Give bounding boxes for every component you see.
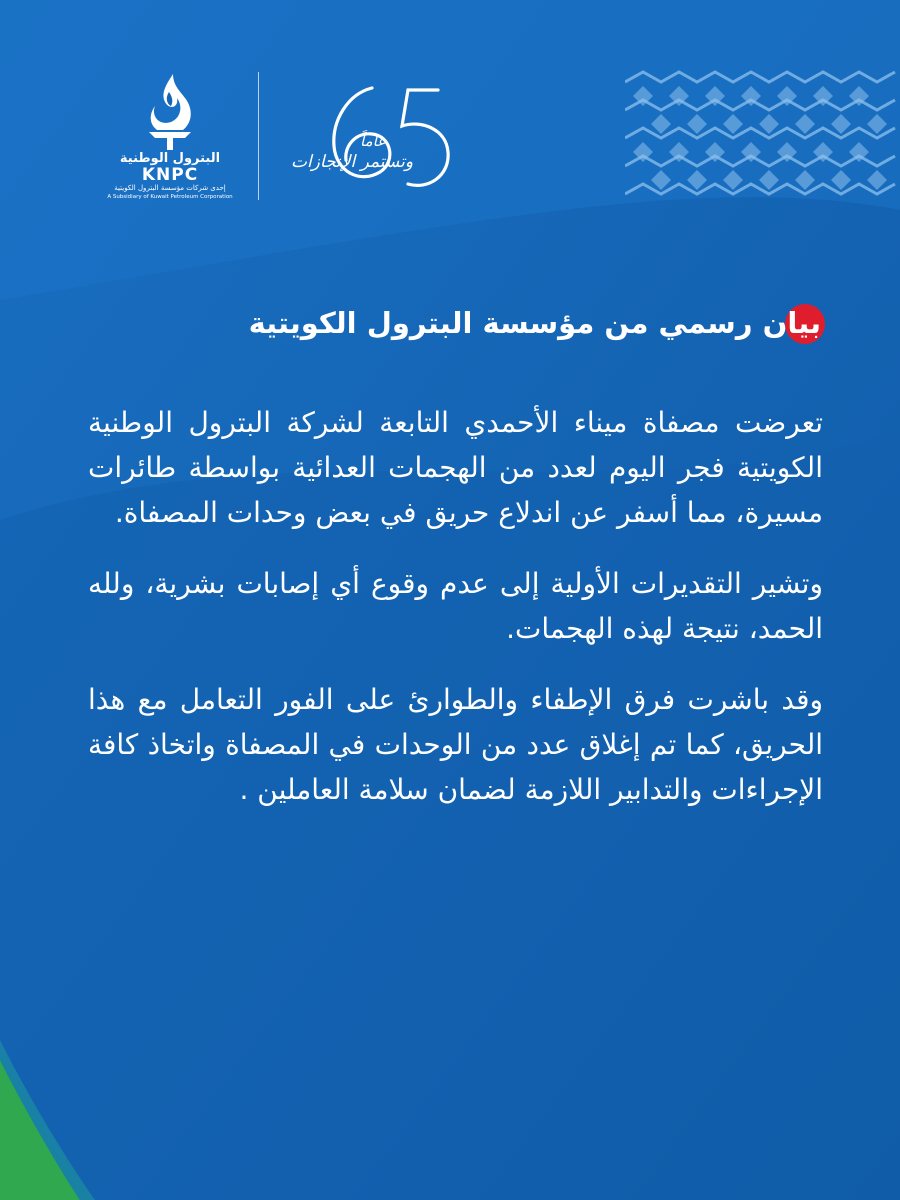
statement-body: [88, 400, 823, 838]
statement-title: بيان رسمي من مؤسسة البترول الكويتية: [248, 306, 821, 340]
sadu-pattern-decoration: [625, 70, 900, 200]
knpc-name-arabic: البترول الوطنية: [119, 151, 221, 166]
knpc-subsidiary-arabic: إحدى شركات مؤسسة البترول الكويتية: [114, 184, 226, 192]
logo-divider: [258, 72, 259, 200]
header: [0, 0, 900, 230]
knpc-name-english: KNPC: [141, 165, 199, 185]
statement-title-row: [90, 298, 825, 354]
statement-paragraph-2: وتشير التقديرات الأولية إلى عدم وقوع أي إصابات بشرية، ولله الحمد، نتيجة لهذه الهجمات.: [88, 567, 823, 645]
knpc-flame-icon: [135, 72, 205, 152]
knpc-subsidiary-english: A Subsidiary of Kuwait Petroleum Corporation: [107, 194, 233, 200]
statement-paragraph-3: وقد باشرت فرق الإطفاء والطوارئ على الفور التعامل مع هذا الحريق، كما تم إغلاق عدد من الوحدات في المصفاة واتخاذ كافة الإجراءات والتدابير اللازمة لضمان سلامة العاملين .: [88, 683, 823, 806]
anniversary-years: عاماً: [360, 132, 387, 150]
knpc-logo: [100, 72, 240, 207]
statement-paragraph-1: تعرضت مصفاة ميناء الأحمدي التابعة لشركة البترول الوطنية الكويتية فجر اليوم لعدد من الهجمات العدائية بواسطة طائرات مسيرة، مما أسفر عن اندلاع حريق في بعض وحدات المصفاة.: [88, 406, 823, 529]
anniversary-logo: [268, 80, 468, 200]
anniversary-slogan: وتستمر الإنجازات: [290, 152, 414, 172]
